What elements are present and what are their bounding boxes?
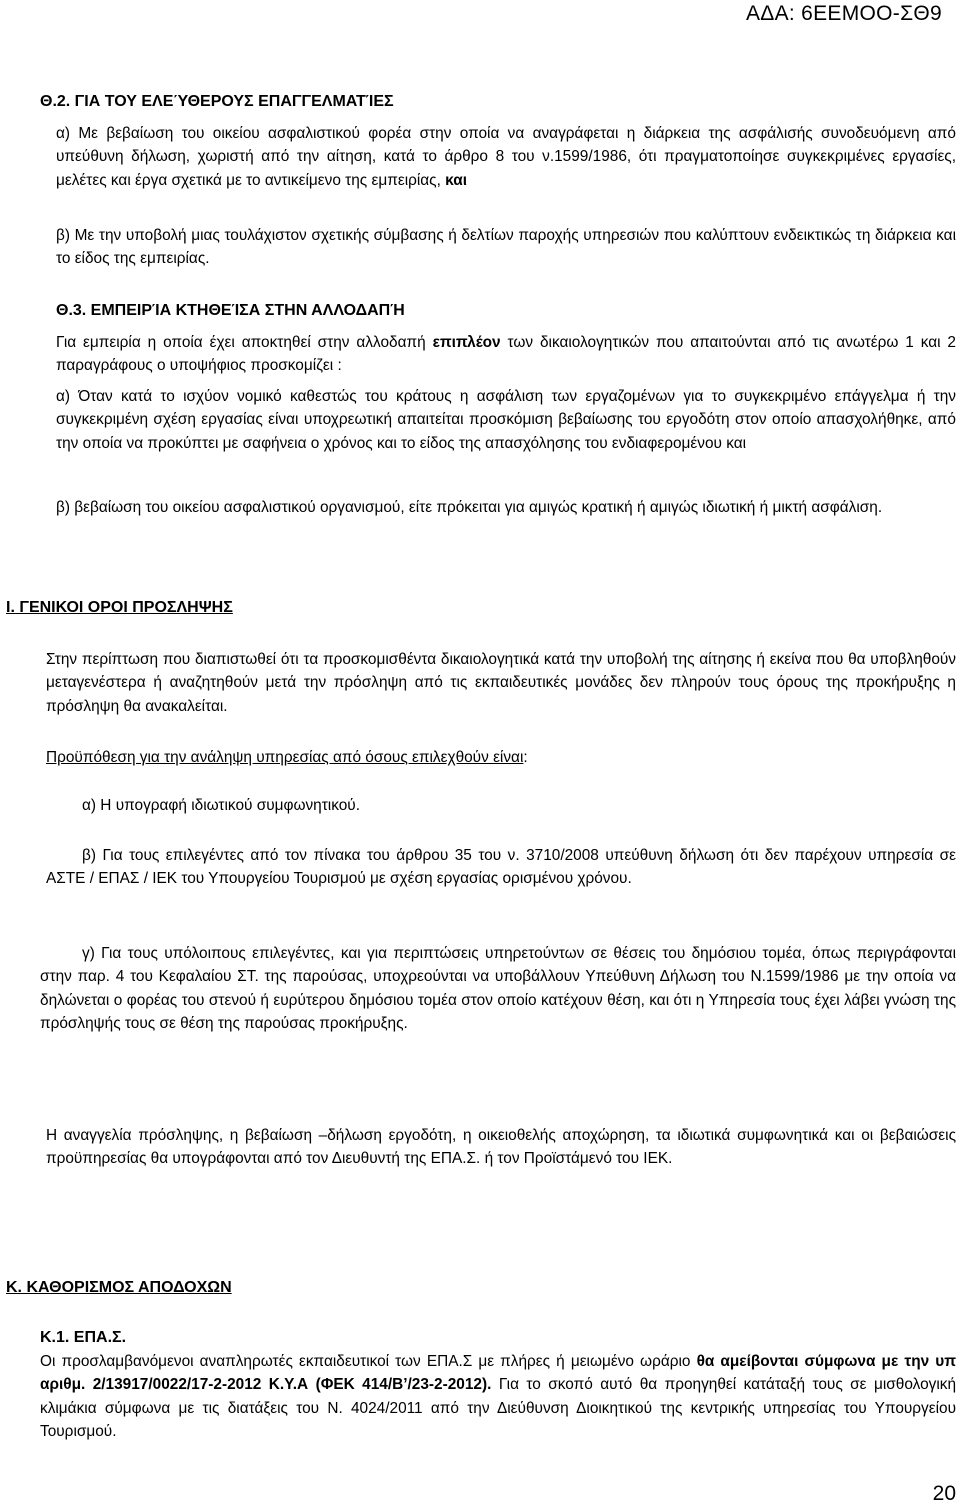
section-i-closing: Η αναγγελία πρόσληψης, η βεβαίωση –δήλωση εργοδότη, η οικειοθελής αποχώρηση, τα ιδιωτικά συμφωνητικά και οι βεβαιώσεις προϋπηρεσίας θα υπογράφονται από τον Διευθυντή της ΕΠΑ.Σ. ή τον Προϊστάμενό του ΙΕΚ.	[46, 1127, 956, 1168]
section-theta3-b: β) βεβαίωση του οικείου ασφαλιστικού οργανισμού, είτε πρόκειται για αμιγώς κρατική ή αμιγώς ιδιωτική ή μικτή ασφάλιση.	[56, 499, 883, 516]
theta3-intro-post: των δικαιολογητικών που απαιτούνται από τις ανωτέρω 1 και 2 παραγράφους ο υποψήφιος προσκομίζει :	[56, 334, 956, 375]
section-i-title-wrap	[6, 596, 606, 619]
theta2-a-bold: και	[445, 171, 467, 189]
section-k-text-bold: θα αμείβονται σύμφωνα με την υπ αριθμ. 2/13917/0022/17-2-2012 Κ.Υ.Α (ΦΕΚ 414/Β’/23-2-2012).	[40, 1353, 956, 1394]
section-i-item-c: γ) Για τους υπόλοιπους επιλεγέντες, και για περιπτώσεις υπηρετούντων σε θέσεις του δημόσιου τομέα, όπως περιγράφονται στην παρ. 4 του Κεφαλαίου ΣΤ. της παρούσας, υποχρεούνται να υποβάλλουν Υπεύθυνη Δήλωση του Ν.1599/1986 με την οποία να δηλώνεται ο φορέας του στενού ή ευρύτερου δημόσιου τομέα στον οποίο κατέχουν θέση, και ότι η Υπηρεσία τους έχει λάβει γνώση της πρόσληψής τους σε θέση της παρούσας προκήρυξης.	[40, 945, 956, 1033]
section-theta2-title: Θ.2. ΓΙΑ ΤΟΥ ΕΛΕΎΘΕΡΟΥΣ ΕΠΑΓΓΕΛΜΑΤΊΕΣ	[40, 93, 394, 110]
section-i-title: Ι. ΓΕΝΙΚΟΙ ΟΡΟΙ ΠΡΟΣΛΗΨΗΣ	[6, 599, 233, 616]
section-k-subtitle: Κ.1. ΕΠΑ.Σ.	[40, 1329, 127, 1346]
theta2-a-text: α) Με βεβαίωση του οικείου ασφαλιστικού φορέα στην οποία να αναγράφεται η διάρκεια της ασφάλισής συνοδευόμενη από υπεύθυνη δήλωση, χωριστή από την αίτηση, κατά το άρθρο 8 του ν.1599/1986, ότι πραγματοποίησε συγκεκριμένες εργασίες, μελέτες και έργα σχετικά με το αντικείμενο της εμπειρίας,	[56, 125, 956, 189]
section-theta3-title: Θ.3. ΕΜΠΕΙΡΊΑ ΚΤΗΘΕΊΣΑ ΣΤΗΝ ΑΛΛΟΔΑΠΉ	[56, 302, 405, 319]
section-theta2-title-wrap	[40, 90, 920, 113]
section-i-para1: Στην περίπτωση που διαπιστωθεί ότι τα προσκομισθέντα δικαιολογητικά κατά την υποβολή της αίτησης ή εκείνα που θα υποβληθούν μεταγενέστερα ή αναζητηθούν μετά την πρόσληψη από τις εκπαιδευτικές μονάδες δεν πληρούν τους όρους της προκήρυξης η πρόσληψη θα ανακαλείται.	[46, 651, 956, 715]
section-k-text-pre: Οι προσλαμβανόμενοι αναπληρωτές εκπαιδευτικοί των ΕΠΑ.Σ με πλήρες ή μειωμένο ωράριο	[40, 1353, 691, 1370]
ada-code: ΑΔΑ: 6ΕΕΜΟΟ-ΣΘ9	[745, 2, 942, 25]
section-theta3-title-wrap	[56, 299, 936, 322]
section-i-prerequisite-colon: :	[523, 749, 528, 766]
page-number: 20	[932, 1482, 956, 1505]
section-i-item-a: α) Η υπογραφή ιδιωτικού συμφωνητικού.	[82, 797, 360, 814]
section-k-text	[40, 1350, 956, 1444]
section-i-prerequisite-wrap	[46, 746, 946, 769]
section-theta2-a	[56, 122, 956, 192]
section-i-item-b: β) Για τους επιλεγέντες από τον πίνακα του άρθρου 35 του ν. 3710/2008 υπεύθυνη δήλωση ότι δεν παρέχουν υπηρεσία σε ΑΣΤΕ / ΕΠΑΣ / ΙΕΚ του Υπουργείου Τουρισμού με σχέση εργασίας ορισμένου χρόνου.	[46, 847, 956, 888]
theta3-intro-bold: επιπλέον	[432, 334, 501, 351]
section-theta3-intro	[56, 331, 956, 378]
section-theta3-a: α) Όταν κατά το ισχύον νομικό καθεστώς του κράτους η ασφάλιση των εργαζομένων για το συγκεκριμένο επάγγελμα ή την συγκεκριμένη σχέση εργασίας είναι υποχρεωτική απαιτείται προσκόμιση βεβαίωσης του εργοδότη στον οποίο απασχολήθηκε, από την οποία να προκύπτει με σαφήνεια ο χρόνος και το είδος της απασχόλησης του ενδιαφερομένου και	[56, 388, 956, 452]
section-i-prerequisite: Προϋπόθεση για την ανάληψη υπηρεσίας από όσους επιλεχθούν είναι	[46, 749, 524, 766]
section-k-title-wrap	[6, 1276, 606, 1299]
section-k-text-post: Για το σκοπό αυτό θα προηγηθεί κατάταξή τους σε μισθολογική κλιμάκια σύμφωνα με τις διατάξεις του Ν. 4024/2011 από την Διεύθυνση Διοικητικού της κεντρικής υπηρεσίας του Υπουργείου Τουρισμού.	[40, 1376, 957, 1441]
section-k-title: Κ. ΚΑΘΟΡΙΣΜΟΣ ΑΠΟΔΟΧΩΝ	[6, 1279, 232, 1296]
section-k-subtitle-wrap	[40, 1326, 640, 1349]
section-theta2-b: β) Με την υποβολή μιας τουλάχιστον σχετικής σύμβασης ή δελτίων παροχής υπηρεσιών που καλύπτουν ενδεικτικώς τη διάρκεια και το είδος της εμπειρίας.	[56, 227, 956, 268]
theta3-intro-pre: Για εμπειρία η οποία έχει αποκτηθεί στην αλλοδαπή	[56, 334, 426, 351]
